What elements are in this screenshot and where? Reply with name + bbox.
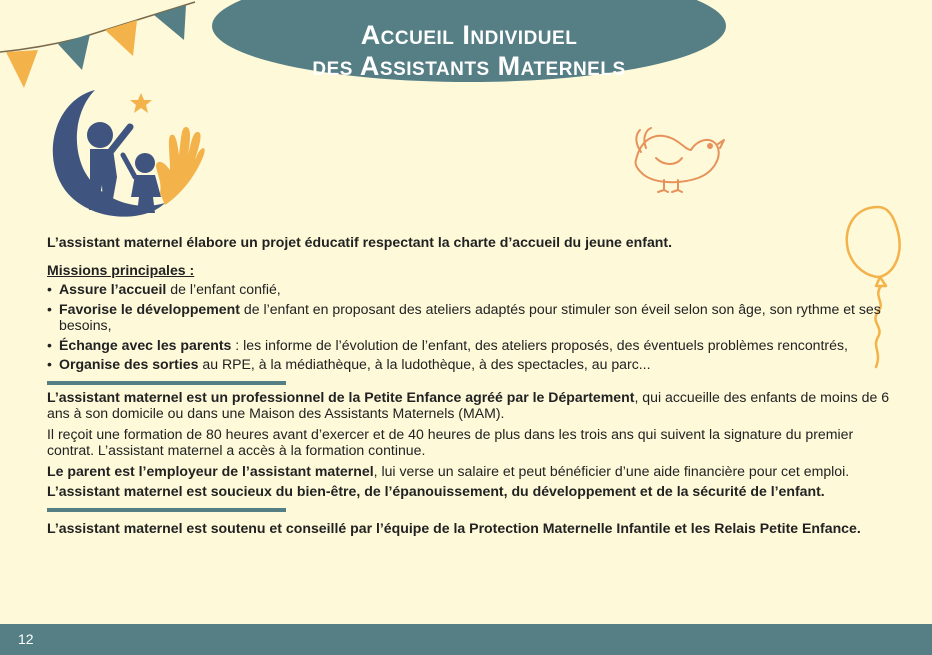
employer-paragraph: Le parent est l’employeur de l’assistant maternel, lui verse un salaire et peut bénéficier d’une aide financière pour cet emploi.: [47, 462, 850, 479]
title-line-1: Accueil Individuel: [360, 20, 578, 50]
mission-item-developpement: • Favorise le développement de l’enfant en proposant des ateliers adaptés pour stimuler son éveil selon son âge, son rythme et ses besoins,: [47, 300, 881, 333]
mission-item-echange: • Échange avec les parents : les informe de l’évolution de l’enfant, des ateliers proposés, des éventuels problèmes rencontrés,: [47, 336, 848, 353]
missions-title: Missions principales :: [47, 261, 195, 278]
wellbeing-paragraph: L’assistant maternel est soucieux du bien-être, de l’épanouissement, du développement et de la sécurité de l’enfant.: [47, 483, 825, 499]
page-title: [230, 20, 708, 82]
mission-item-accueil: • Assure l’accueil de l’enfant confié,: [47, 281, 281, 297]
moon-children-logo-icon: [45, 85, 215, 225]
bird-icon: [626, 120, 726, 195]
main-content: [47, 234, 895, 536]
bunting-flags-icon: [0, 0, 200, 95]
page-number: 12: [18, 631, 34, 647]
footer-bar: [0, 624, 932, 655]
title-line-2: des Assistants Maternels: [312, 51, 626, 81]
professional-paragraph: L’assistant maternel est un professionnel de la Petite Enfance agréé par le Département, qui accueille des enfants de moins de 6 ans à son domicile ou dans une Maison des Assistants Maternels (MAM).: [47, 388, 890, 421]
mission-item-sorties: • Organise des sorties au RPE, à la médiathèque, à la ludothèque, à des spectacles, au parc...: [47, 356, 651, 372]
section-divider: [47, 508, 286, 512]
training-paragraph: Il reçoit une formation de 80 heures avant d’exercer et de 40 heures de plus dans les trois ans qui suivent la signature du premier contrat. L’assistant maternel a accès à la formation continue.: [47, 425, 854, 458]
support-paragraph: L’assistant maternel est soutenu et conseillé par l’équipe de la Protection Maternelle Infantile et les Relais Petite Enfance.: [47, 519, 861, 536]
section-divider: [47, 381, 286, 385]
intro-text: L’assistant maternel élabore un projet éducatif respectant la charte d’accueil du jeune enfant.: [47, 234, 673, 250]
